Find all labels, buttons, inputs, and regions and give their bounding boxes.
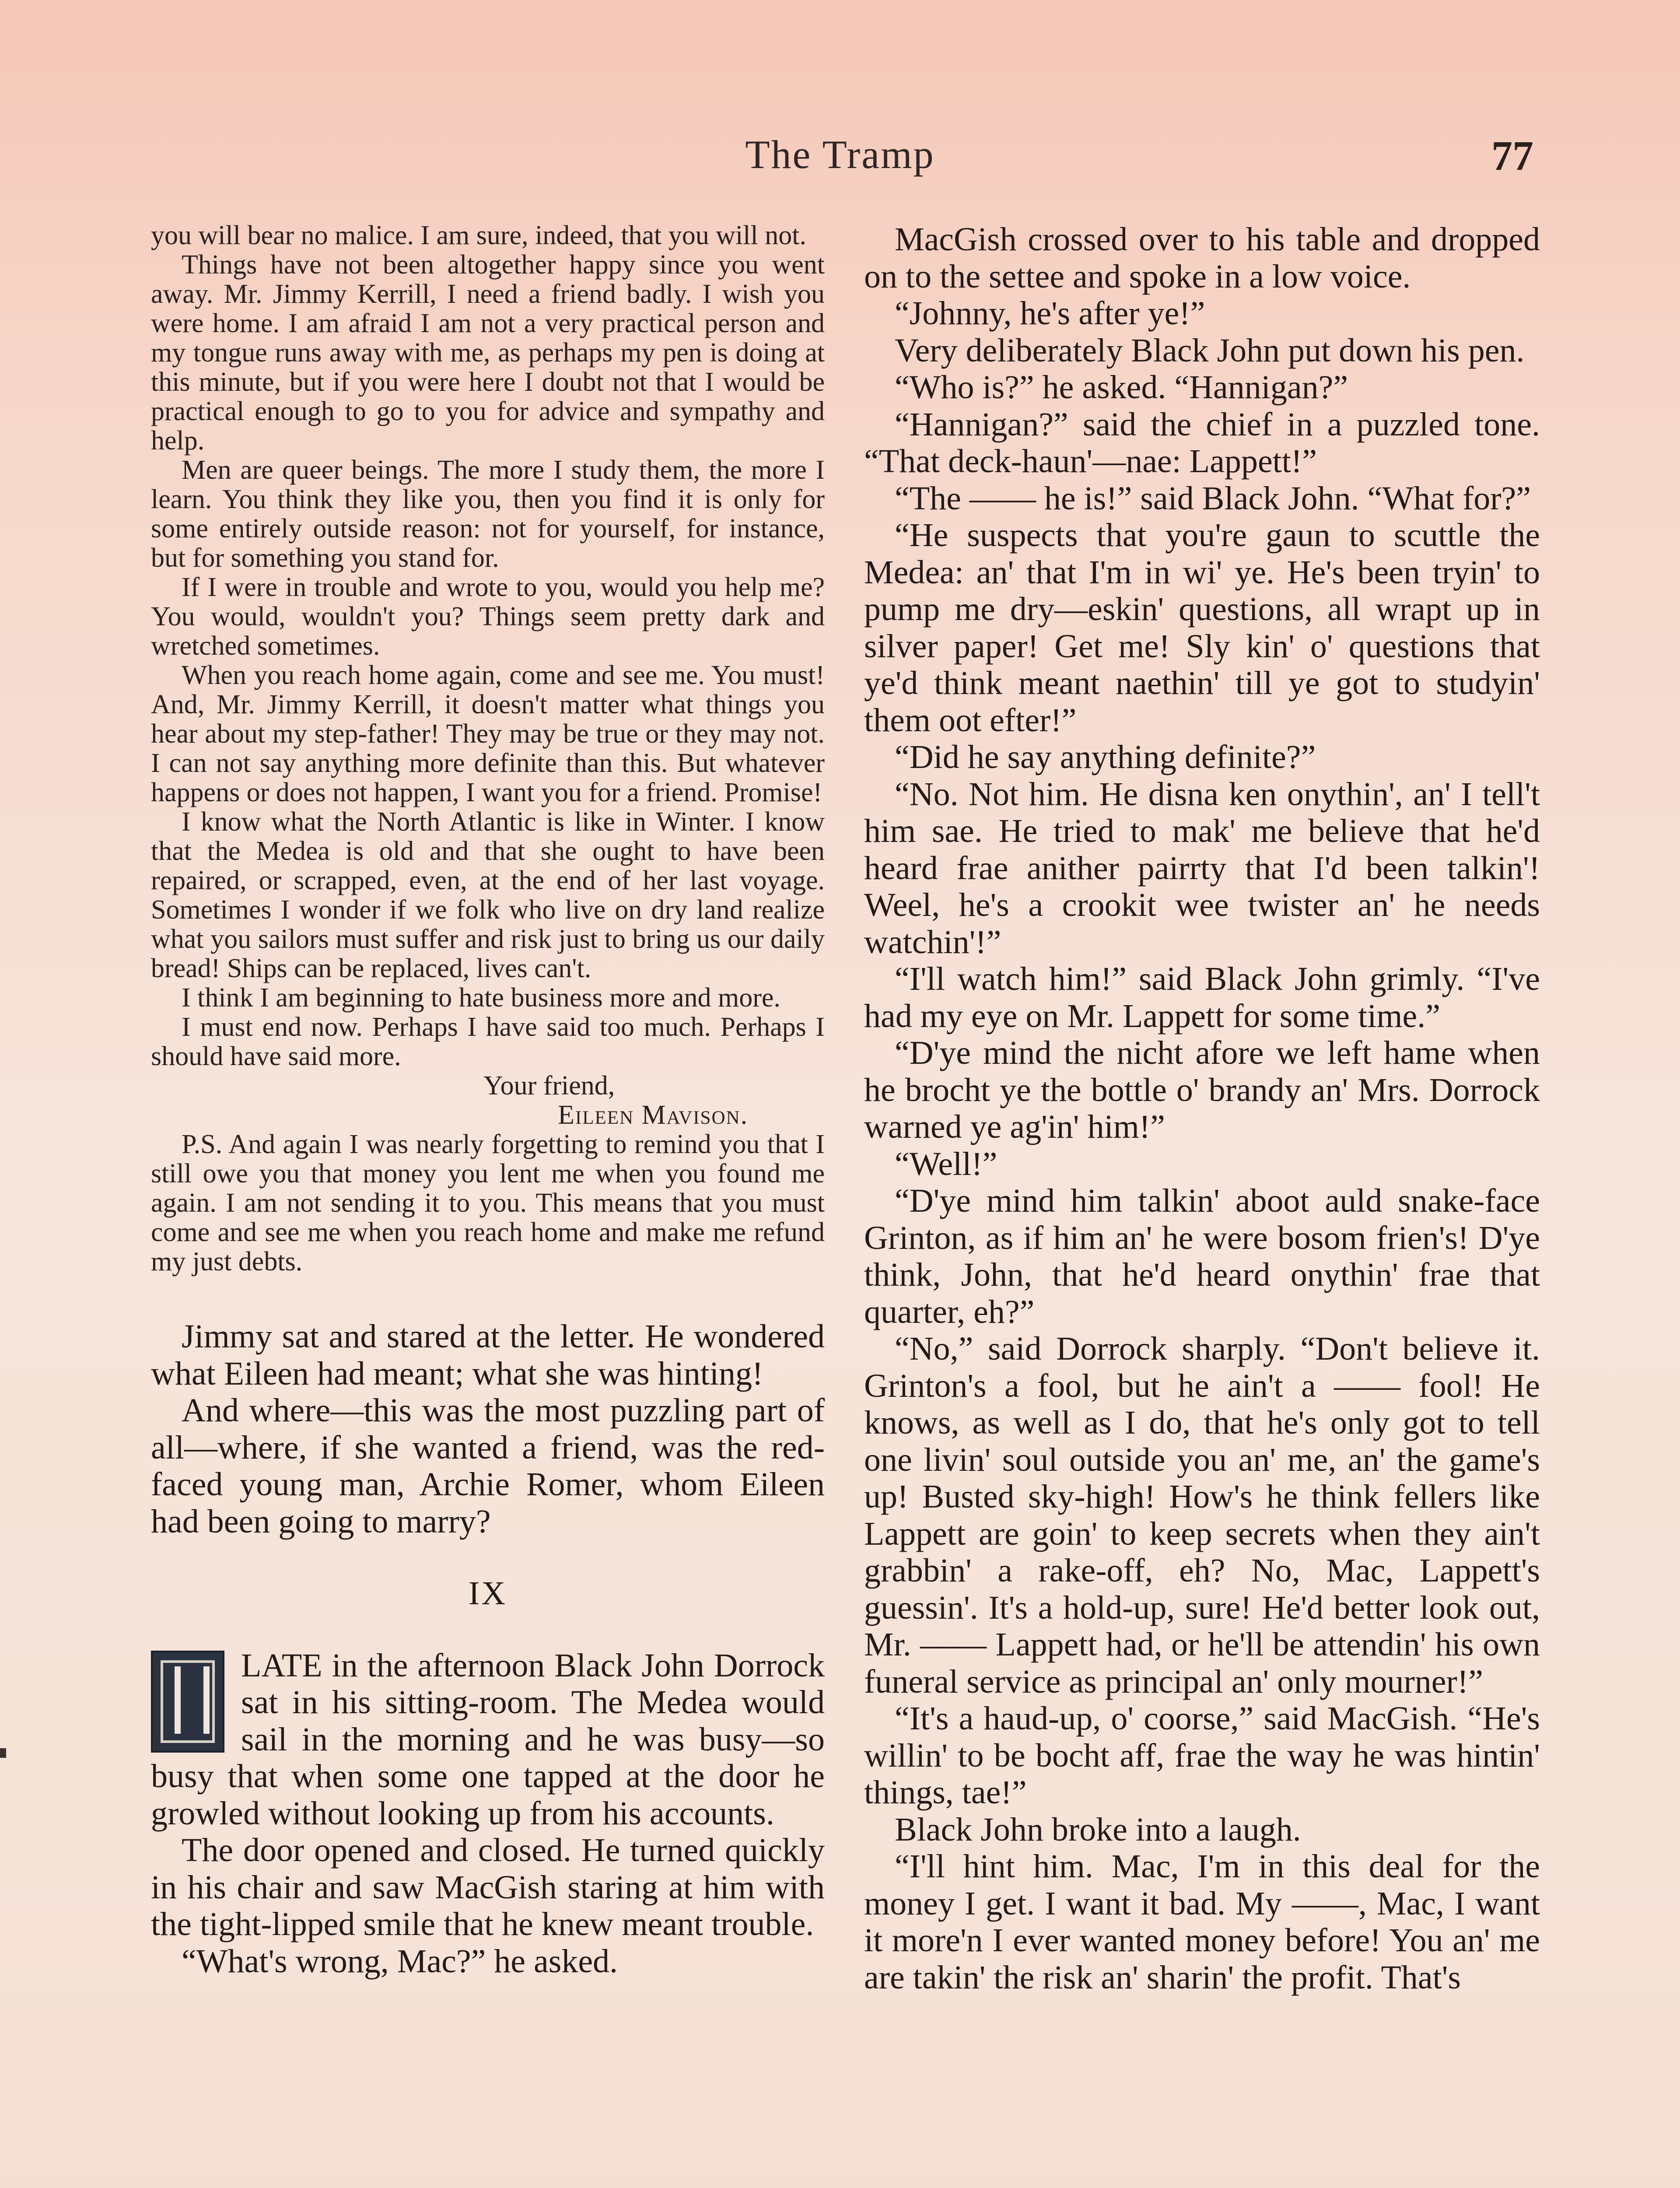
dialogue-paragraph: “D'ye mind the nicht afore we left hame when he brocht ye the bottle o' brandy an' Mrs. Dorrock warned ye ag'in' him!”	[864, 1034, 1540, 1145]
letter-signature: Eileen Mavison.	[558, 1100, 749, 1130]
dialogue-paragraph: “The —— he is!” said Black John. “What for?”	[895, 480, 1531, 517]
chapter-opening	[151, 1647, 825, 1832]
dialogue-paragraph: Very deliberately Black John put down his pen.	[895, 332, 1525, 369]
running-title: The Tramp	[745, 132, 935, 177]
chapter-number: IX	[468, 1575, 508, 1612]
page-header	[0, 131, 1680, 193]
letter-paragraph: Men are queer beings. The more I study them, the more I learn. You think they like you, then you find it is only for some entirely outside reason: not for yourself, for instance, but for something you stand for.	[151, 455, 825, 573]
dialogue-paragraph: “Well!”	[895, 1145, 998, 1182]
dialogue-paragraph: “D'ye mind him talkin' aboot auld snake-face Grinton, as if him an' he were bosom frien's! D'ye think, John, that he'd heard onythin' frae that quarter, eh?”	[864, 1182, 1540, 1330]
letter-paragraph: Things have not been altogether happy since you went away. Mr. Jimmy Kerrill, I need a friend badly. I wish you were home. I am afraid I am not a very practical person and my tongue runs away with me, as perhaps my pen is doing at this minute, but if you were here I doubt not that I would be practical enough to go to you for advice and sympathy and help.	[151, 250, 825, 456]
dialogue-paragraph: “He suspects that you're gaun to scuttle the Medea: an' that I'm in wi' ye. He's been tryin' to pump me dry—eskin' questions, all wrapt up in silver paper! Get me! Sly kin' o' questions that ye'd think meant naethin' till ye got to studyin' them oot efter!”	[864, 517, 1540, 739]
narrative-paragraph: “What's wrong, Mac?” he asked.	[182, 1943, 618, 1980]
left-column	[151, 221, 825, 1980]
letter-paragraph: I know what the North Atlantic is like in Winter. I know that the Medea is old and that she ought to have been repaired, or scrapped, even, at the end of her last voyage. Sometimes I wonder if we folk who live on dry land realize what you sailors must suffer and risk just to bring us our daily bread! Ships can be replaced, lives can't.	[151, 807, 825, 983]
narrative-paragraph: Jimmy sat and stared at the letter. He wondered what Eileen had meant; what she was hinting!	[151, 1318, 825, 1392]
right-column	[864, 221, 1540, 1996]
dialogue-paragraph: “Johnny, he's after ye!”	[895, 295, 1205, 332]
letter-paragraph: I think I am beginning to hate business more and more.	[182, 983, 780, 1013]
chapter-opening-paragraph: LATE in the afternoon Black John Dorrock sat in his sitting-room. The Medea would sail in the morning and he was busy—so busy that when some one tapped at the door he growled without looking up from his accounts.	[151, 1647, 825, 1832]
page-number: 77	[1491, 132, 1533, 179]
letter-paragraph: If I were in trouble and wrote to you, would you help me? You would, wouldn't you? Things seem pretty dark and wretched sometimes.	[151, 572, 825, 661]
dialogue-paragraph: “No,” said Dorrock sharply. “Don't believe it. Grinton's a fool, but he ain't a —— fool! He knows, as well as I do, that he's only got to tell one livin' soul outside you an' me, an' the game's up! Busted sky-high! How's he think fellers like Lappett are goin' to keep secrets when they ain't grabbin' a rake-off, eh? No, Mac, Lappett's guessin'. It's a hold-up, sure! He'd better look out, Mr. —— Lappett had, or he'll be attendin' his own funeral service as principal an' only mourner!”	[864, 1330, 1540, 1700]
letter-closing: Your friend,	[483, 1071, 615, 1101]
letter-paragraph: When you reach home again, come and see me. You must! And, Mr. Jimmy Kerrill, it doesn't matter what things you hear about my step-father! They may be true or they may not. I can not say anything more definite than this. But whatever happens or does not happen, I want you for a friend. Promise!	[151, 660, 825, 807]
dialogue-paragraph: “I'll hint him. Mac, I'm in this deal for the money I get. I want it bad. My ——, Mac, I want it more'n I ever wanted money before! You an' me are takin' the risk an' sharin' the profit. That's	[864, 1848, 1540, 1996]
narrative-paragraph: And where—this was the most puzzling part of all—where, if she wanted a friend, was the red-faced young man, Archie Romer, whom Eileen had been going to marry?	[151, 1392, 825, 1540]
narrative-paragraph: The door opened and closed. He turned quickly in his chair and saw MacGish staring at him with the tight-lipped smile that he knew meant trouble.	[151, 1832, 825, 1943]
dialogue-paragraph: “No. Not him. He disna ken onythin', an' I tell't him sae. He tried to mak' me believe that he'd heard frae anither pairrty that I'd been talkin'! Weel, he's a crookit wee twister an' he needs watchin'!”	[864, 775, 1540, 961]
dialogue-paragraph: “Who is?” he asked. “Hannigan?”	[895, 369, 1348, 406]
dialogue-paragraph: MacGish crossed over to his table and dropped on to the settee and spoke in a low voice.	[864, 221, 1540, 295]
letter-paragraph: you will bear no malice. I am sure, indeed, that you will not.	[151, 221, 806, 250]
dialogue-paragraph: “Did he say anything definite?”	[895, 739, 1316, 775]
letter-paragraph: I must end now. Perhaps I have said too much. Perhaps I should have said more.	[151, 1012, 825, 1071]
dialogue-paragraph: “I'll watch him!” said Black John grimly. “I've had my eye on Mr. Lappett for some time.”	[864, 961, 1540, 1034]
dialogue-paragraph: “It's a haud-up, o' coorse,” said MacGish. “He's willin' to be bocht aff, frae the way he was hintin' things, tae!”	[864, 1700, 1540, 1811]
letter-text	[151, 221, 825, 1276]
dialogue-paragraph: Black John broke into a laugh.	[895, 1811, 1301, 1848]
dialogue-paragraph: “Hannigan?” said the chief in a puzzled tone. “That deck-haun'—nae: Lappett!”	[864, 406, 1540, 480]
narrative-text	[151, 1318, 825, 1980]
ornamental-dropcap-icon	[151, 1651, 224, 1753]
scan-margin-mark	[0, 1748, 6, 1758]
letter-postscript: P.S. And again I was nearly forgetting to remind you that I still owe you that money you lent me when you found me again. I am not sending it to you. This means that you must come and see me when you reach home and make me refund my just debts.	[151, 1129, 825, 1276]
